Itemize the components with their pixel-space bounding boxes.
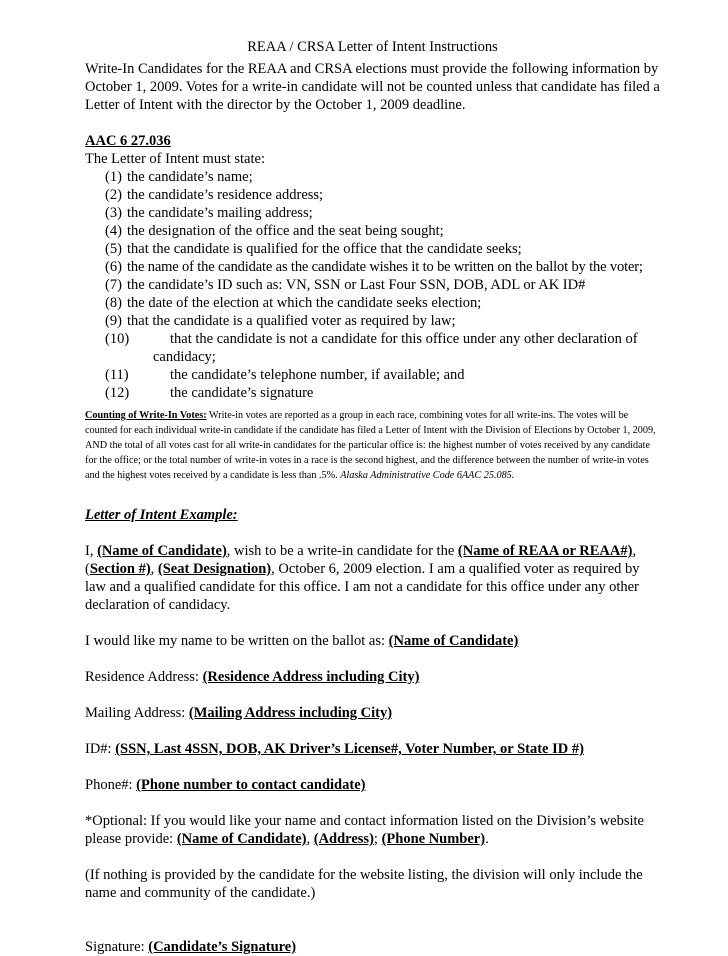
fill-phone: (Phone number to contact candidate) bbox=[136, 777, 366, 793]
fill-residence: (Residence Address including City) bbox=[202, 669, 420, 685]
list-item: (12) the candidate’s signature bbox=[105, 385, 314, 401]
example-paragraph: I, (Name of Candidate), wish to be a write-in candidate for the (Name of REAA or REAA#), (Section #), (Seat Designation), October 6, 2009 election. I am a qualified voter as required by law and a qualified candidate for this office. I am not a candidate for this office under any other declaration of candidacy. bbox=[85, 543, 640, 613]
section-code: AAC 6 27.036 bbox=[85, 133, 171, 149]
mailing-line: Mailing Address: (Mailing Address including City) bbox=[85, 705, 393, 721]
optional-paragraph: *Optional: If you would like your name and contact information listed on the Division’s website please provide: (Name of Candidate), (Address); (Phone Number). bbox=[85, 813, 644, 847]
list-item: (3) the candidate’s mailing address; bbox=[105, 205, 313, 221]
list-item: (9) that the candidate is a qualified voter as required by law; bbox=[105, 313, 456, 329]
fill-section: Section #) bbox=[89, 561, 151, 577]
list-item: (7) the candidate’s ID such as: VN, SSN or Last Four SSN, DOB, ADL or AK ID# bbox=[105, 277, 586, 293]
counting-note: Counting of Write-In Votes: Write-in votes are reported as a group in each race, combining votes for all write-ins. The votes will be counted for each individual write-in candidate if the candidate has filed a Letter of Intent with the Division of Elections by October 1, 2009, AND the total of all votes cast for all write-in candidates for the particular office is: the highest number of votes received by any candidate for the office; or the total number of write-in votes in a race is the second highest, and the difference between the number of write-in votes and the highest votes received by a candidate is less than .5%. Alaska Administrative Code 6AAC 25.085. bbox=[85, 410, 656, 481]
list-item: (11) the candidate’s telephone number, if available; and bbox=[105, 367, 465, 383]
requirements-list bbox=[85, 168, 660, 402]
counting-citation: Alaska Administrative Code 6AAC 25.085. bbox=[340, 470, 515, 481]
fill-optional-address: (Address) bbox=[313, 831, 374, 847]
list-item: (1) the candidate’s name; bbox=[105, 169, 253, 185]
fill-reaa-name: (Name of REAA or REAA#) bbox=[457, 543, 633, 559]
ballot-line: I would like my name to be written on the ballot as: (Name of Candidate) bbox=[85, 633, 519, 649]
section-lead: The Letter of Intent must state: bbox=[85, 151, 265, 167]
intro-paragraph: Write-In Candidates for the REAA and CRSA elections must provide the following information by October 1, 2009. Votes for a write-in candidate will not be counted unless that candidate has filed a Letter of Intent with the director by the October 1, 2009 deadline. bbox=[85, 61, 660, 113]
list-item: (5) that the candidate is qualified for the office that the candidate seeks; bbox=[105, 241, 522, 257]
fill-mailing: (Mailing Address including City) bbox=[188, 705, 393, 721]
list-item: (4) the designation of the office and the seat being sought; bbox=[105, 223, 444, 239]
fill-seat-designation: (Seat Designation) bbox=[157, 561, 272, 577]
list-item: (2) the candidate’s residence address; bbox=[105, 187, 324, 203]
list-item: (8) the date of the election at which the candidate seeks election; bbox=[105, 295, 482, 311]
website-note: (If nothing is provided by the candidate for the website listing, the division will only include the name and community of the candidate.) bbox=[85, 867, 643, 901]
id-line: ID#: (SSN, Last 4SSN, DOB, AK Driver’s License#, Voter Number, or State ID #) bbox=[85, 741, 584, 757]
counting-label: Counting of Write-In Votes: bbox=[85, 410, 207, 421]
fill-signature: (Candidate’s Signature) bbox=[148, 939, 297, 955]
phone-line: Phone#: (Phone number to contact candidate) bbox=[85, 777, 366, 793]
list-item: (10) that the candidate is not a candidate for this office under any other declaration of candidacy; bbox=[105, 331, 638, 365]
fill-name-of-candidate: (Name of Candidate) bbox=[97, 543, 227, 559]
fill-ballot-name: (Name of Candidate) bbox=[388, 633, 519, 649]
document-page bbox=[85, 38, 660, 956]
fill-id: (SSN, Last 4SSN, DOB, AK Driver’s License#, Voter Number, or State ID #) bbox=[115, 741, 584, 757]
residence-line: Residence Address: (Residence Address including City) bbox=[85, 669, 420, 685]
list-item: (6) the name of the candidate as the candidate wishes it to be written on the ballot by the voter; bbox=[105, 259, 643, 275]
page-title: REAA / CRSA Letter of Intent Instructions bbox=[247, 39, 498, 55]
example-heading: Letter of Intent Example: bbox=[85, 507, 238, 523]
fill-optional-name: (Name of Candidate) bbox=[176, 831, 307, 847]
fill-optional-phone: (Phone Number) bbox=[381, 831, 486, 847]
signature-line: Signature: (Candidate’s Signature) bbox=[85, 939, 297, 955]
